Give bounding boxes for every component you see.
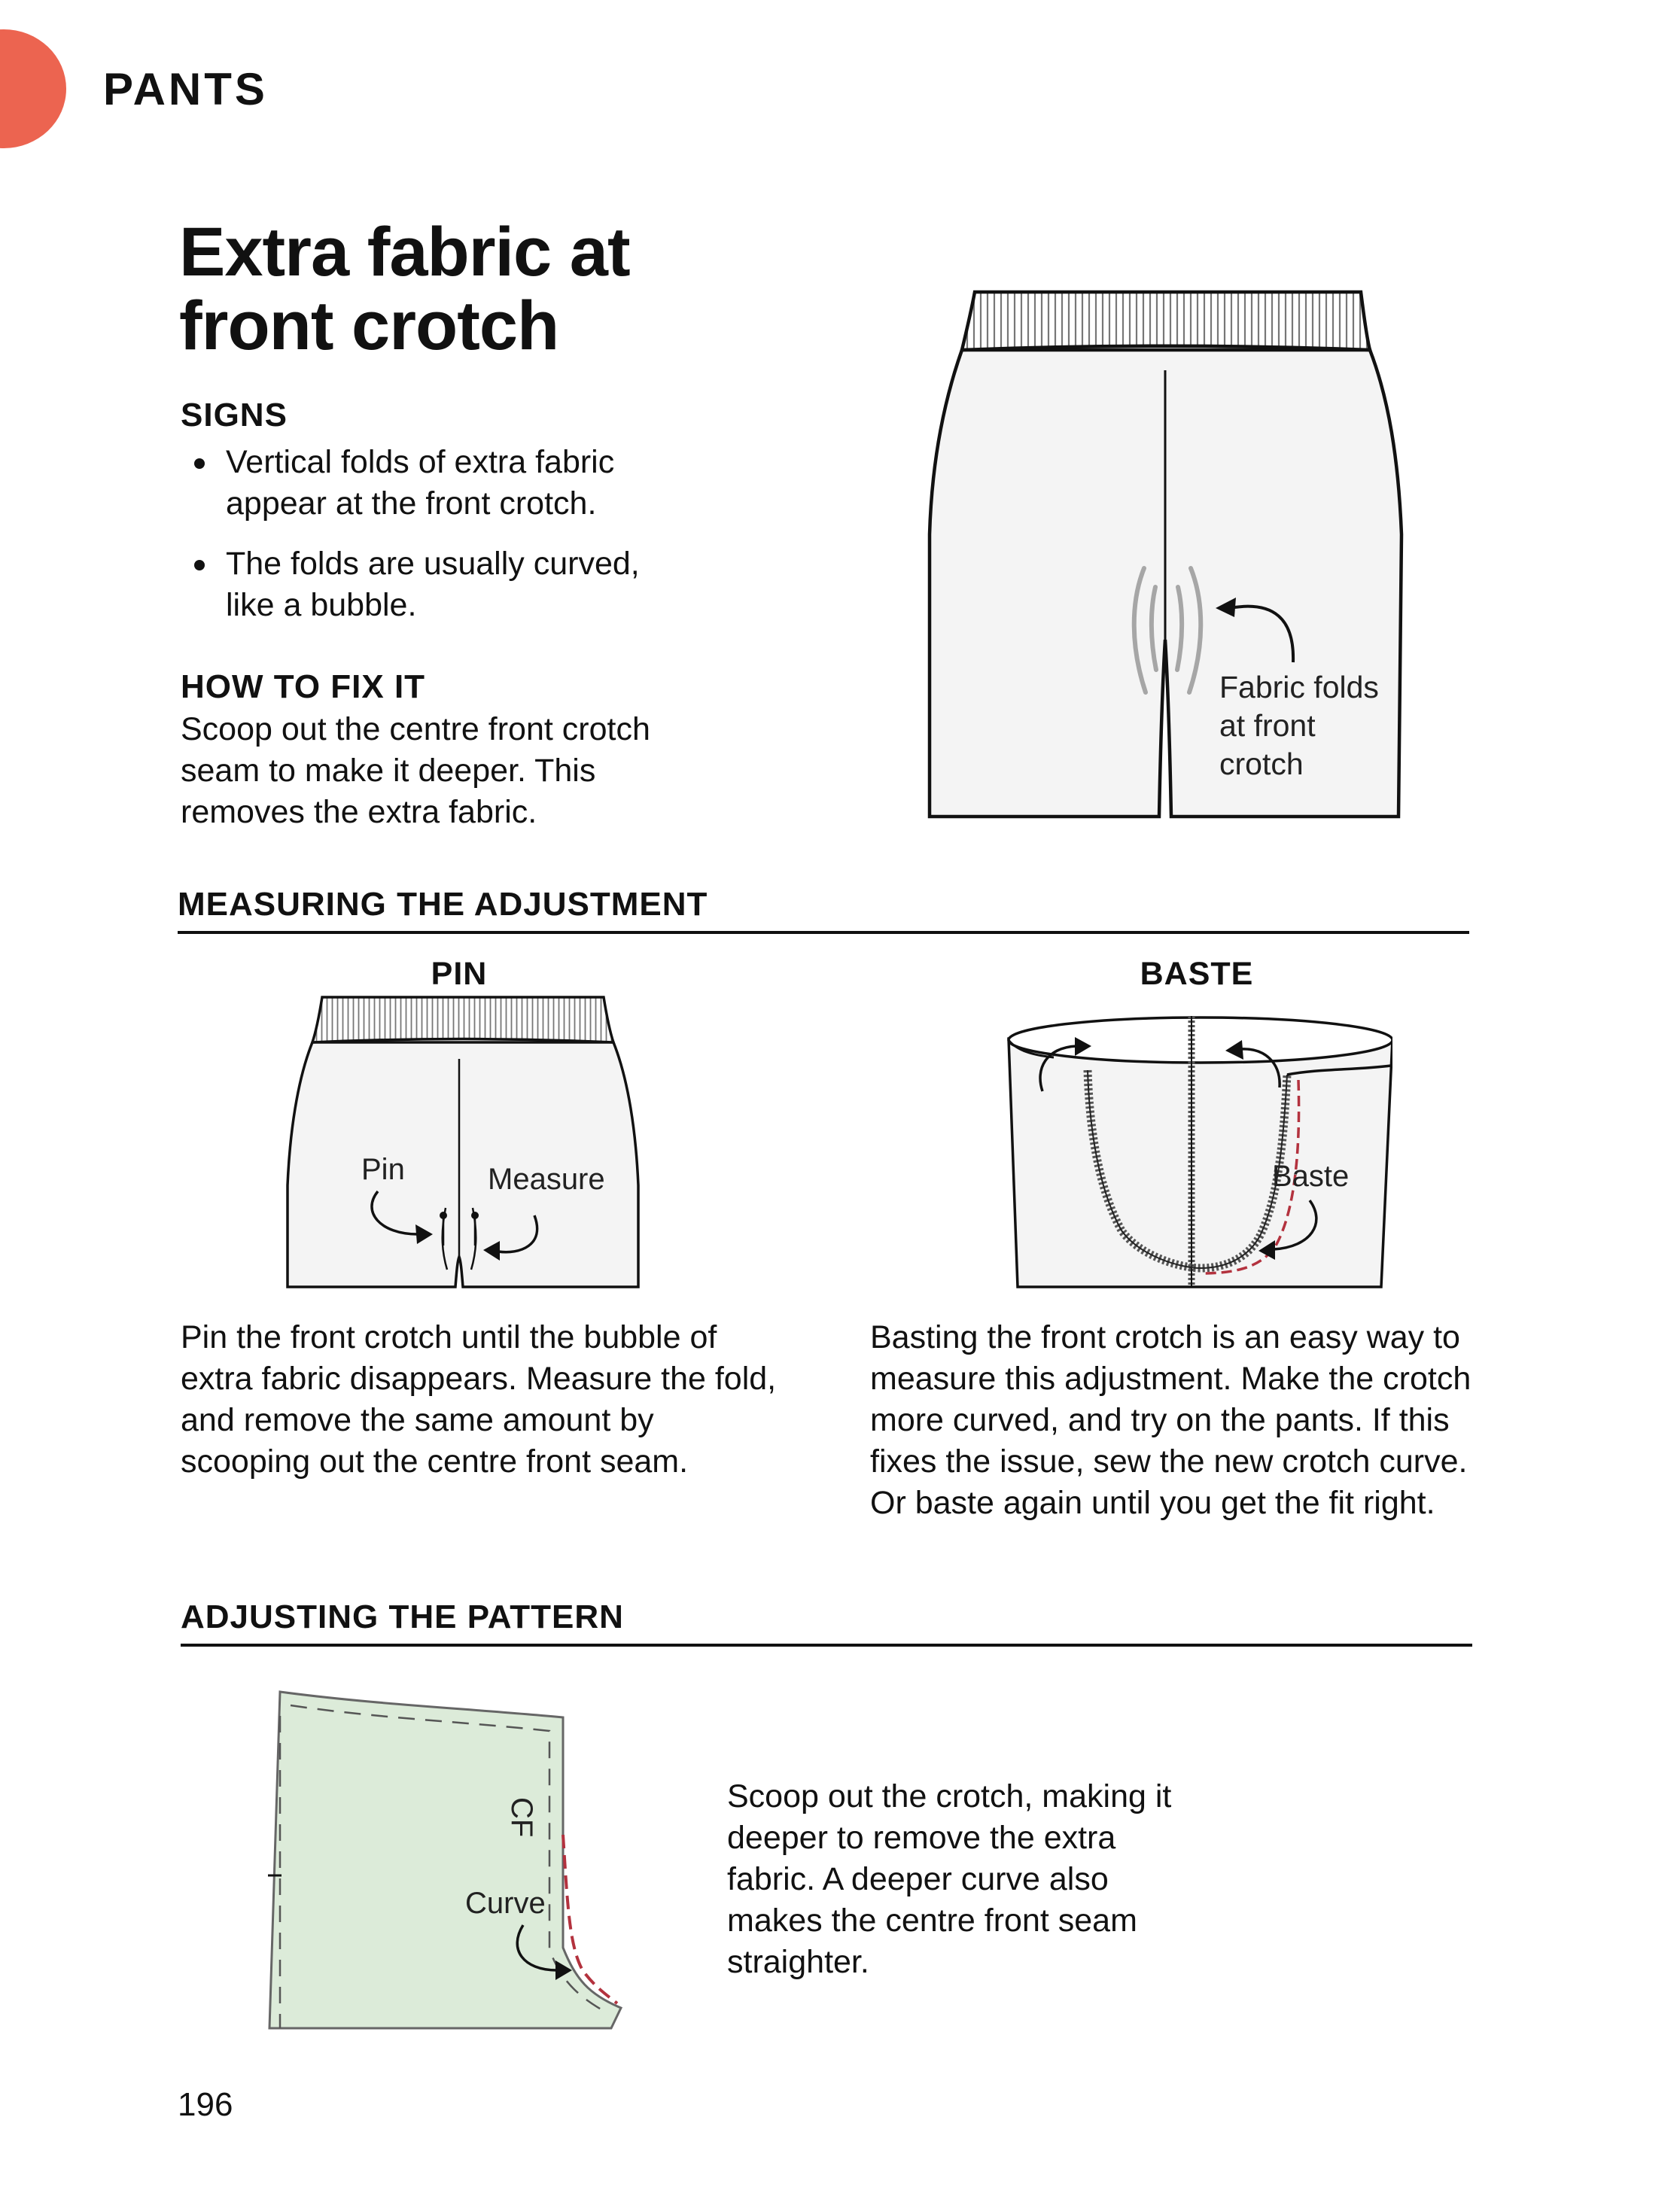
measure-callout: Measure (488, 1163, 605, 1196)
pattern-piece-illustration (263, 1686, 632, 2032)
pin-description: Pin the front crotch until the bubble of extra fabric disappears. Measure the fold, and remove the same amount by scooping out the centre front seam. (181, 1319, 777, 1480)
list-item: Vertical folds of extra fabric appear at the front crotch. (181, 442, 692, 525)
fix-text: Scoop out the centre front crotch seam to make it deeper. This removes the extra fabric. (181, 711, 650, 830)
adjusting-heading: ADJUSTING THE PATTERN (181, 1598, 624, 1635)
callout-line: crotch (1219, 747, 1304, 781)
pin-head-icon (440, 1212, 447, 1219)
page-title: Extra fabric at front crotch (179, 214, 630, 364)
fix-heading: HOW TO FIX IT (181, 668, 426, 705)
curve-label: Curve (465, 1887, 546, 1920)
signs-list (181, 442, 692, 645)
cf-label: CF (505, 1797, 538, 1838)
section-divider (181, 1644, 1472, 1647)
section-tab-marker (0, 29, 66, 148)
fabric-folds-illustration (918, 286, 1430, 820)
callout-line: Fabric folds (1219, 670, 1379, 704)
section-divider (178, 931, 1469, 934)
page-number: 196 (178, 2086, 233, 2123)
measuring-heading: MEASURING THE ADJUSTMENT (178, 886, 708, 923)
baste-callout: Baste (1272, 1160, 1350, 1193)
waistband (962, 292, 1370, 350)
pattern-piece (269, 1692, 621, 2028)
list-item: The folds are usually curved, like a bubble. (181, 543, 692, 626)
section-tab: PANTS (103, 64, 268, 114)
signs-heading: SIGNS (181, 397, 288, 433)
pin-callout: Pin (361, 1153, 405, 1186)
baste-illustration (1001, 993, 1392, 1294)
pin-head-icon (471, 1212, 479, 1219)
baste-label: BASTE (1140, 956, 1254, 992)
baste-description: Basting the front crotch is an easy way to measure this adjustment. Make the crotch more curved, and try on the pants. If this fixes the issue, sew the new crotch curve. Or baste again until you get the fit right. (870, 1319, 1472, 1521)
adjusting-description: Scoop out the crotch, making it deeper to remove the extra fabric. A deeper curve also makes the centre front seam straighter. (727, 1778, 1172, 1980)
callout-line: at front (1219, 708, 1316, 743)
pin-illustration (278, 990, 647, 1291)
pin-label: PIN (431, 956, 488, 992)
